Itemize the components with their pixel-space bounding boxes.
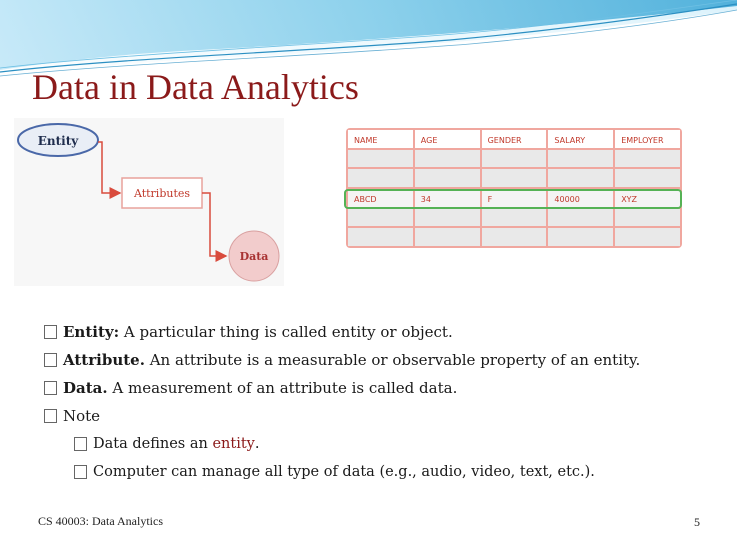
bullet-marker-icon xyxy=(44,409,57,423)
entity-definition: A particular thing is called entity or object. xyxy=(119,323,453,341)
table-header-name: NAME xyxy=(348,130,413,148)
table-cell xyxy=(348,228,413,246)
table-header-age: AGE xyxy=(415,130,480,148)
table-cell xyxy=(615,150,680,168)
bullet-marker-icon xyxy=(44,381,57,395)
data-definition: A measurement of an attribute is called data. xyxy=(107,379,458,397)
table-cell-salary-value: 40000 xyxy=(548,189,613,207)
table-header-employer: EMPLOYER xyxy=(615,130,680,148)
table-cell xyxy=(348,209,413,227)
table-cell xyxy=(615,169,680,187)
table-cell xyxy=(548,169,613,187)
table-cell-employer-value: XYZ xyxy=(615,189,680,207)
slide-title: Data in Data Analytics xyxy=(32,67,359,107)
table-cell xyxy=(548,209,613,227)
table-cell xyxy=(415,150,480,168)
page-number: 5 xyxy=(694,515,700,529)
bullet-marker-icon xyxy=(44,325,57,339)
data-table-frame xyxy=(346,128,682,248)
table-cell xyxy=(482,150,547,168)
table-cell xyxy=(482,209,547,227)
sub-bullet-data-defines-entity xyxy=(44,430,724,458)
sub-bullet-text: Computer can manage all type of data (e.g., audio, video, text, etc.). xyxy=(93,464,595,480)
table-cell xyxy=(415,169,480,187)
table-cell xyxy=(482,169,547,187)
table-cell xyxy=(615,228,680,246)
table-header-salary: SALARY xyxy=(548,130,613,148)
entity-term: Entity: xyxy=(63,323,120,341)
bullet-list xyxy=(44,318,724,486)
attributes-node-label: Attributes xyxy=(133,187,191,200)
attribute-definition: An attribute is a measurable or observable property of an entity. xyxy=(144,351,641,369)
data-table xyxy=(348,130,680,246)
entity-attribute-data-diagram xyxy=(14,118,284,286)
data-node-label: Data xyxy=(239,250,269,263)
table-cell-age-value: 34 xyxy=(415,189,480,207)
table-cell xyxy=(415,228,480,246)
bullet-marker-icon xyxy=(44,353,57,367)
bullet-note xyxy=(44,402,724,430)
sub-bullet-computer-data xyxy=(44,458,724,486)
table-cell xyxy=(415,209,480,227)
sub-bullet-marker-icon xyxy=(74,437,87,451)
table-cell xyxy=(348,150,413,168)
sub-bullet-text-end: . xyxy=(254,436,260,452)
table-cell xyxy=(548,150,613,168)
table-cell xyxy=(482,228,547,246)
sub-bullet-text-start: Data defines an xyxy=(93,436,213,452)
bullet-data xyxy=(44,374,724,402)
table-cell xyxy=(548,228,613,246)
data-term: Data. xyxy=(63,379,108,397)
sub-bullet-marker-icon xyxy=(74,465,87,479)
bullet-entity xyxy=(44,318,724,346)
table-cell-gender-value: F xyxy=(482,189,547,207)
table-cell-name-value: ABCD xyxy=(348,189,413,207)
table-cell xyxy=(348,169,413,187)
entity-node-label: Entity xyxy=(37,134,79,148)
entity-highlight: entity xyxy=(212,436,255,452)
table-header-gender: GENDER xyxy=(482,130,547,148)
attribute-term: Attribute. xyxy=(63,351,145,369)
footer-course-label: CS 40003: Data Analytics xyxy=(38,514,163,528)
bullet-attribute xyxy=(44,346,724,374)
table-cell xyxy=(615,209,680,227)
note-label: Note xyxy=(63,407,101,425)
